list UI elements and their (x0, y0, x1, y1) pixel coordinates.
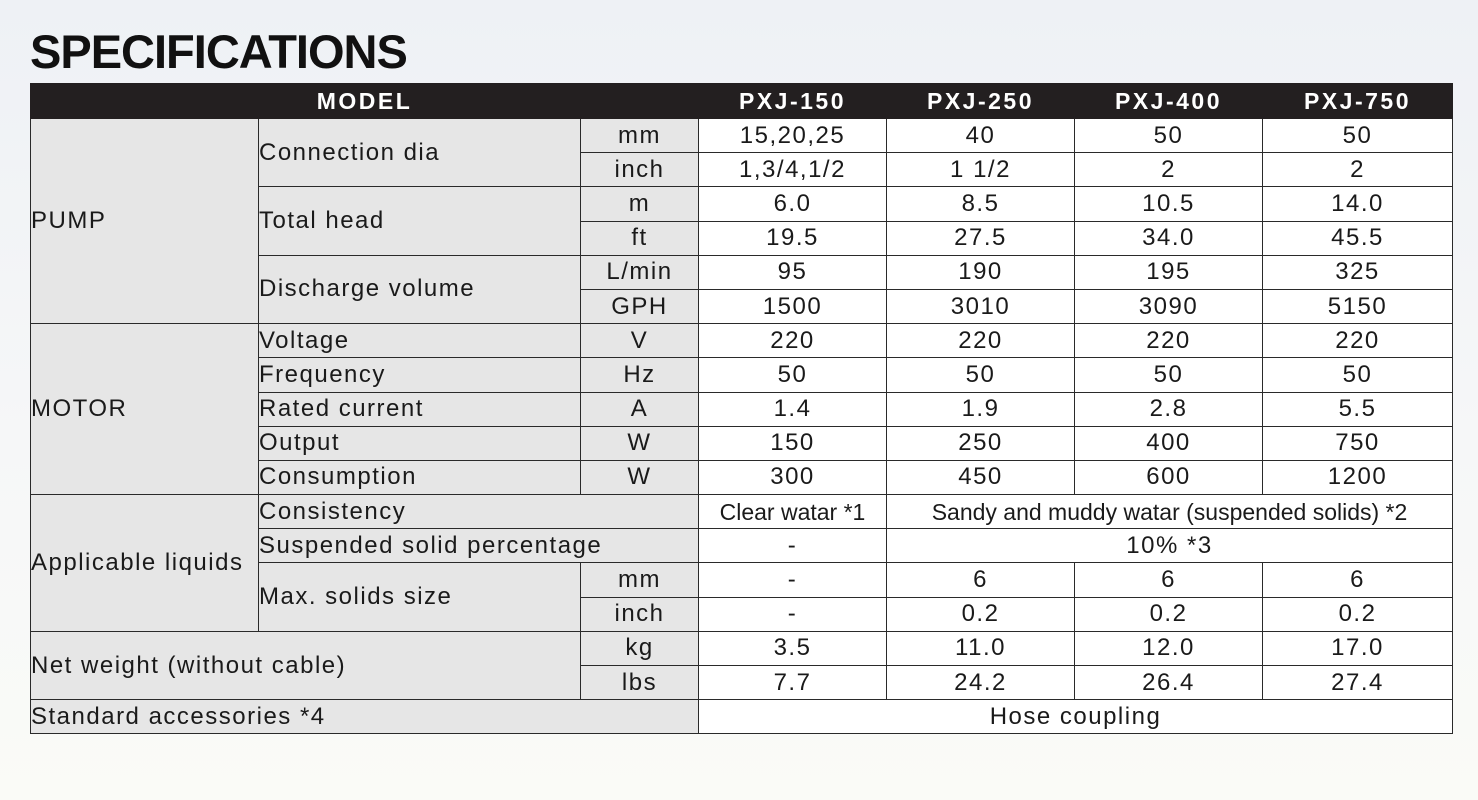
value-cell: 5150 (1263, 289, 1453, 323)
item-discharge-volume: Discharge volume (259, 255, 581, 323)
value-cell: 3090 (1075, 289, 1263, 323)
unit-cell: W (581, 460, 699, 494)
value-cell: Sandy and muddy watar (suspended solids) *2 (887, 495, 1453, 529)
unit-cell: A (581, 392, 699, 426)
value-cell: 19.5 (699, 221, 887, 255)
value-cell: 10% *3 (887, 529, 1453, 563)
value-cell: 0.2 (1263, 597, 1453, 631)
unit-cell: L/min (581, 255, 699, 289)
item-connection-dia: Connection dia (259, 119, 581, 187)
value-cell: Clear watar *1 (699, 495, 887, 529)
model-pxj-400: PXJ-400 (1075, 84, 1263, 119)
item-total-head: Total head (259, 187, 581, 255)
unit-cell: GPH (581, 289, 699, 323)
value-cell: 24.2 (887, 666, 1075, 700)
group-pump: PUMP (31, 119, 259, 324)
value-cell: 7.7 (699, 666, 887, 700)
group-applicable-liquids: Applicable liquids (31, 495, 259, 632)
unit-cell: Hz (581, 358, 699, 392)
item-output: Output (259, 426, 581, 460)
value-cell: 95 (699, 255, 887, 289)
value-cell: 6 (1075, 563, 1263, 597)
model-pxj-250: PXJ-250 (887, 84, 1075, 119)
value-cell: 0.2 (1075, 597, 1263, 631)
header-row (31, 84, 1453, 119)
unit-cell: lbs (581, 666, 699, 700)
page-title: SPECIFICATIONS (30, 25, 407, 78)
value-cell: 34.0 (1075, 221, 1263, 255)
unit-cell: inch (581, 153, 699, 187)
unit-cell: V (581, 324, 699, 358)
unit-cell: W (581, 426, 699, 460)
value-cell: 2.8 (1075, 392, 1263, 426)
value-cell: 15,20,25 (699, 119, 887, 153)
item-voltage: Voltage (259, 324, 581, 358)
value-cell: - (699, 597, 887, 631)
value-cell: 150 (699, 426, 887, 460)
table-row (31, 631, 1453, 665)
unit-cell: inch (581, 597, 699, 631)
unit-cell: ft (581, 221, 699, 255)
value-cell: 50 (887, 358, 1075, 392)
value-cell: 50 (699, 358, 887, 392)
group-net-weight: Net weight (without cable) (31, 631, 581, 699)
value-cell: 1.4 (699, 392, 887, 426)
unit-cell: mm (581, 119, 699, 153)
value-cell: 40 (887, 119, 1075, 153)
item-suspended-solid-percentage: Suspended solid percentage (259, 529, 699, 563)
unit-cell: kg (581, 631, 699, 665)
value-cell: 2 (1263, 153, 1453, 187)
value-cell: 50 (1075, 358, 1263, 392)
group-motor: MOTOR (31, 324, 259, 495)
value-cell: 220 (699, 324, 887, 358)
value-cell: 220 (1075, 324, 1263, 358)
value-cell: 14.0 (1263, 187, 1453, 221)
value-cell: 6 (887, 563, 1075, 597)
value-cell: 2 (1075, 153, 1263, 187)
value-cell: 5.5 (1263, 392, 1453, 426)
value-cell: 45.5 (1263, 221, 1453, 255)
value-cell: 3.5 (699, 631, 887, 665)
value-cell: 50 (1263, 119, 1453, 153)
value-cell: 600 (1075, 460, 1263, 494)
value-cell: 0.2 (887, 597, 1075, 631)
value-cell: 1,3/4,1/2 (699, 153, 887, 187)
value-cell: 450 (887, 460, 1075, 494)
item-consistency: Consistency (259, 495, 699, 529)
value-cell: 750 (1263, 426, 1453, 460)
value-cell: 27.4 (1263, 666, 1453, 700)
value-cell: 6.0 (699, 187, 887, 221)
group-standard-accessories: Standard accessories *4 (31, 700, 699, 734)
value-cell: 50 (1075, 119, 1263, 153)
table-row (31, 119, 1453, 153)
item-frequency: Frequency (259, 358, 581, 392)
value-cell: 3010 (887, 289, 1075, 323)
value-cell: 50 (1263, 358, 1453, 392)
value-cell: 220 (1263, 324, 1453, 358)
value-cell: 195 (1075, 255, 1263, 289)
value-cell: 10.5 (1075, 187, 1263, 221)
value-cell: 250 (887, 426, 1075, 460)
value-cell: 325 (1263, 255, 1453, 289)
table-row (31, 495, 1453, 529)
value-cell: 300 (699, 460, 887, 494)
unit-cell: mm (581, 563, 699, 597)
model-pxj-750: PXJ-750 (1263, 84, 1453, 119)
value-cell: 1500 (699, 289, 887, 323)
unit-cell: m (581, 187, 699, 221)
table-row (31, 700, 1453, 734)
model-pxj-150: PXJ-150 (699, 84, 887, 119)
value-cell: 400 (1075, 426, 1263, 460)
value-cell: 1 1/2 (887, 153, 1075, 187)
value-cell: 6 (1263, 563, 1453, 597)
item-max-solids-size: Max. solids size (259, 563, 581, 631)
item-rated-current: Rated current (259, 392, 581, 426)
value-cell: 1.9 (887, 392, 1075, 426)
value-cell: Hose coupling (699, 700, 1453, 734)
value-cell: 1200 (1263, 460, 1453, 494)
value-cell: 11.0 (887, 631, 1075, 665)
specifications-table (30, 83, 1453, 734)
value-cell: 27.5 (887, 221, 1075, 255)
value-cell: 17.0 (1263, 631, 1453, 665)
value-cell: 190 (887, 255, 1075, 289)
value-cell: 26.4 (1075, 666, 1263, 700)
item-consumption: Consumption (259, 460, 581, 494)
model-header: MODEL (31, 84, 699, 119)
value-cell: 12.0 (1075, 631, 1263, 665)
value-cell: - (699, 529, 887, 563)
value-cell: 220 (887, 324, 1075, 358)
value-cell: - (699, 563, 887, 597)
value-cell: 8.5 (887, 187, 1075, 221)
table-row (31, 324, 1453, 358)
